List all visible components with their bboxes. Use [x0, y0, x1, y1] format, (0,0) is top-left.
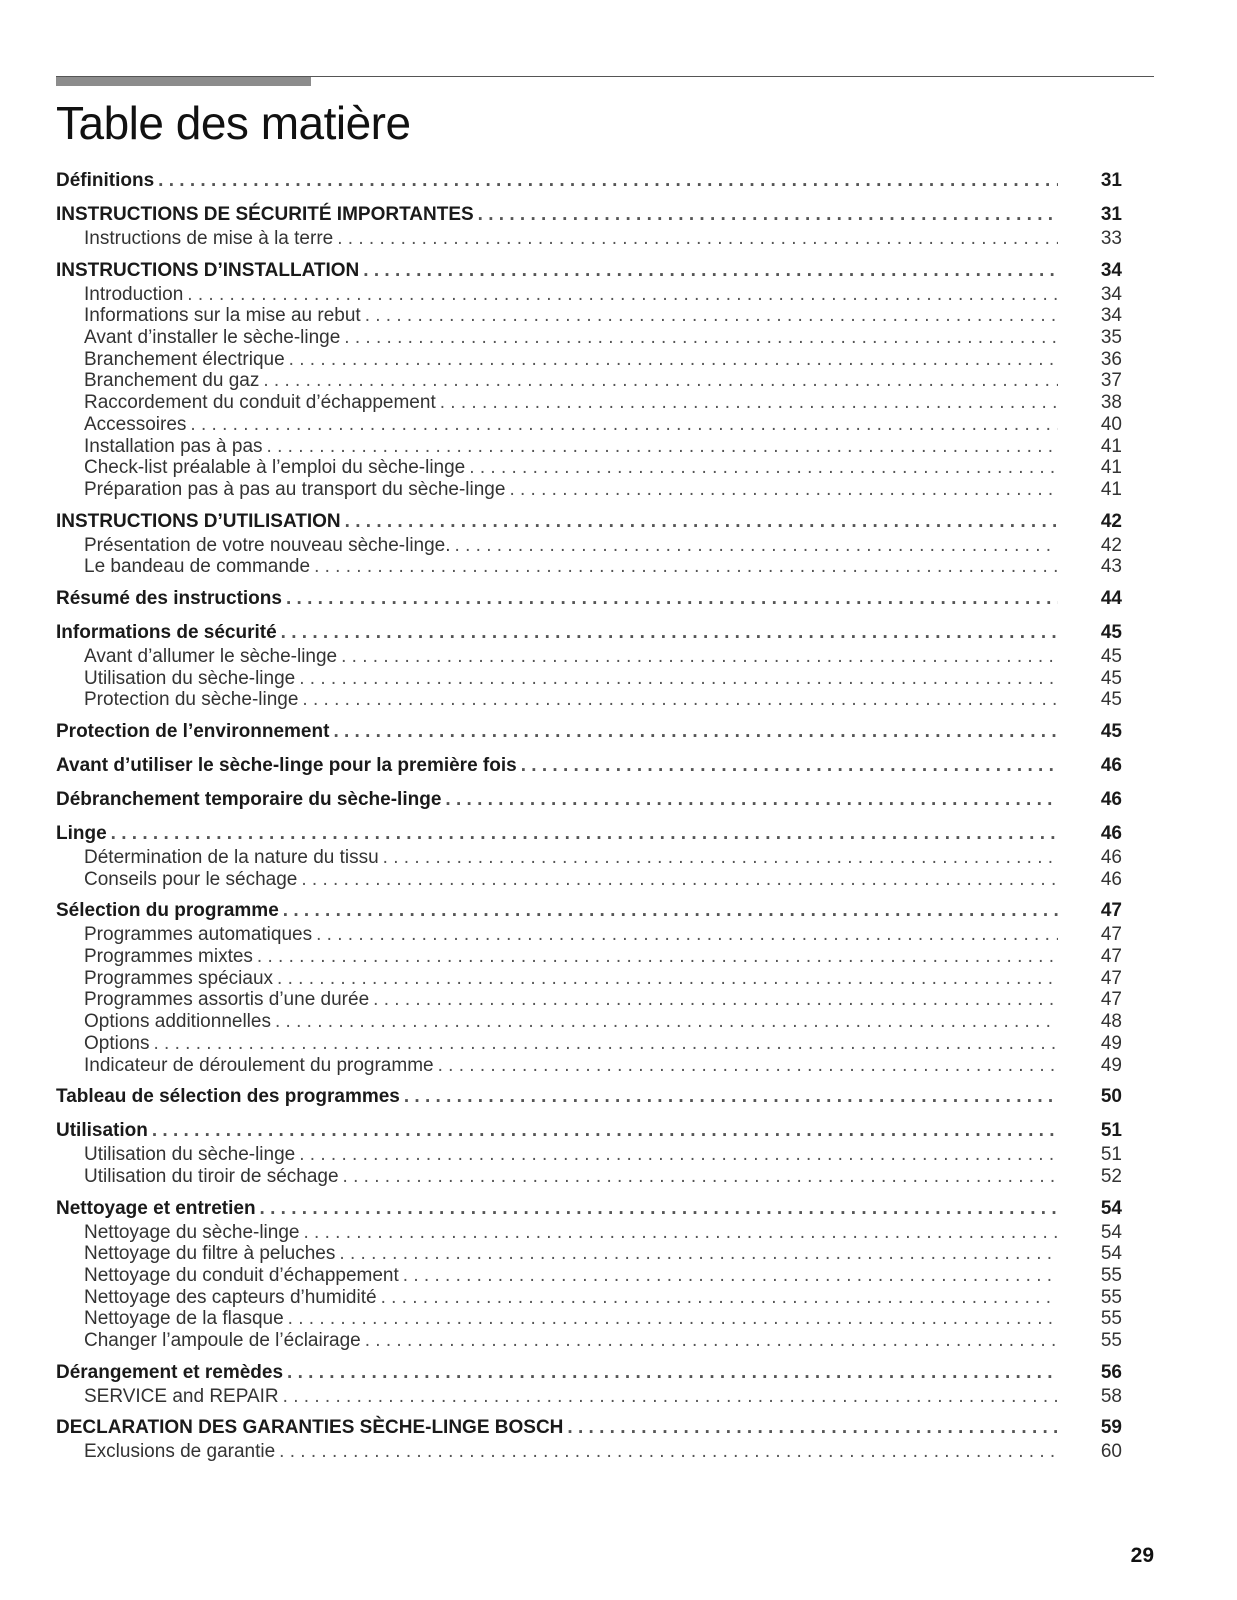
- dot-leader: [267, 436, 1058, 458]
- toc-entry-sub[interactable]: [56, 535, 1122, 557]
- toc-entry-sub[interactable]: [56, 556, 1122, 578]
- toc-entry-sub-label: Utilisation du tiroir de séchage: [84, 1165, 339, 1187]
- toc-entry-sub-label: Branchement électrique: [84, 348, 285, 370]
- dot-leader: [469, 457, 1058, 479]
- toc-entry-sub-page: 45: [1100, 645, 1122, 667]
- toc-entry-sub[interactable]: [56, 1222, 1122, 1244]
- toc-entry-main[interactable]: [56, 586, 1122, 612]
- toc-entry-sub-label: Utilisation du sèche-linge: [84, 667, 296, 689]
- toc-entry-main-page: 31: [1100, 170, 1122, 191]
- toc-section: [56, 753, 1122, 779]
- toc-entry-sub[interactable]: [56, 414, 1122, 436]
- toc-entry-sub[interactable]: [56, 968, 1122, 990]
- toc-entry-sub-label: Nettoyage de la flasque: [84, 1308, 284, 1330]
- toc-entry-sub-label: Branchement du gaz: [84, 370, 260, 392]
- toc-entry-sub[interactable]: [56, 1243, 1122, 1265]
- dot-leader: [283, 898, 1058, 924]
- toc-entry-main-page: 44: [1100, 587, 1122, 609]
- toc-entry-main[interactable]: [56, 168, 1122, 194]
- toc-entry-sub-label: Avant d’allumer le sèche-linge: [84, 645, 338, 667]
- dot-leader: [478, 202, 1058, 228]
- toc-entry-sub-label: SERVICE and REPAIR: [84, 1385, 279, 1407]
- toc-entry-sub[interactable]: [56, 689, 1122, 711]
- dot-leader: [260, 1196, 1058, 1222]
- toc-entry-sub-page: 40: [1100, 413, 1122, 435]
- toc-section: [56, 1360, 1122, 1408]
- toc-entry-main-page: 45: [1100, 621, 1122, 643]
- toc-section: [56, 509, 1122, 578]
- toc-entry-sub-label: Options additionnelles: [84, 1011, 271, 1033]
- toc-entry-sub-label: Check-list préalable à l’emploi du sèche-linge: [84, 457, 466, 479]
- table-of-contents: [56, 168, 1122, 1471]
- toc-entry-main-label: Résumé des instructions: [56, 587, 282, 609]
- toc-entry-sub-page: 47: [1100, 946, 1122, 968]
- toc-section: [56, 898, 1122, 1076]
- toc-entry-main-page: 46: [1100, 789, 1122, 810]
- dot-leader: [365, 1330, 1058, 1352]
- toc-entry-sub[interactable]: [56, 1386, 1122, 1408]
- dot-leader: [339, 1243, 1058, 1265]
- toc-entry-sub-page: 41: [1100, 435, 1122, 457]
- dot-leader: [288, 1308, 1058, 1330]
- toc-entry-sub-label: Nettoyage du sèche-linge: [84, 1221, 300, 1243]
- toc-entry-sub-label: Avant d’installer le sèche-linge: [84, 327, 341, 349]
- toc-entry-sub-label: Introduction: [84, 283, 184, 305]
- dot-leader: [111, 821, 1058, 847]
- toc-entry-sub-label: Présentation de votre nouveau sèche-linge.: [84, 534, 451, 556]
- toc-entry-main-label: INSTRUCTIONS D’INSTALLATION: [56, 259, 360, 281]
- toc-entry-sub-page: 48: [1100, 1011, 1122, 1033]
- toc-entry-main-page: 47: [1100, 900, 1122, 922]
- toc-entry-sub-label: Conseils pour le séchage: [84, 868, 298, 890]
- toc-entry-main-page: 59: [1100, 1417, 1122, 1439]
- toc-entry-sub-page: 45: [1100, 689, 1122, 711]
- toc-entry-sub-page: 45: [1100, 667, 1122, 689]
- toc-entry-sub-page: 55: [1100, 1330, 1122, 1351]
- dot-leader: [341, 646, 1058, 668]
- toc-entry-sub-page: 41: [1100, 478, 1122, 500]
- toc-entry-main[interactable]: [56, 620, 1122, 646]
- toc-entry-sub-page: 43: [1100, 556, 1122, 578]
- toc-entry-sub-label: Instructions de mise à la terre: [84, 228, 334, 249]
- toc-entry-main-page: 46: [1100, 823, 1122, 844]
- dot-leader: [337, 228, 1058, 250]
- toc-entry-sub-page: 55: [1100, 1286, 1122, 1308]
- toc-entry-sub[interactable]: [56, 1308, 1122, 1330]
- toc-entry-main[interactable]: [56, 1415, 1122, 1441]
- toc-entry-main-label: Débranchement temporaire du sèche-linge: [56, 789, 442, 810]
- toc-entry-sub-page: 47: [1100, 989, 1122, 1011]
- toc-entry-sub[interactable]: [56, 1166, 1122, 1188]
- toc-entry-sub-page: 42: [1100, 534, 1122, 556]
- dot-leader: [333, 719, 1058, 745]
- toc-entry-sub-label: Options: [84, 1032, 150, 1054]
- dot-leader: [404, 1084, 1058, 1110]
- toc-entry-main[interactable]: [56, 1360, 1122, 1386]
- dot-leader: [438, 1055, 1058, 1077]
- toc-entry-sub-label: Nettoyage du conduit d’échappement: [84, 1264, 399, 1286]
- dot-leader: [403, 1265, 1058, 1287]
- toc-entry-main-page: 45: [1100, 721, 1122, 742]
- dot-leader: [299, 1144, 1058, 1166]
- toc-entry-main-label: Protection de l’environnement: [56, 721, 330, 742]
- dot-leader: [158, 168, 1058, 194]
- toc-section: [56, 202, 1122, 250]
- toc-section: [56, 168, 1122, 194]
- toc-entry-sub[interactable]: [56, 284, 1122, 306]
- toc-entry-sub-page: 35: [1100, 327, 1122, 349]
- dot-leader: [365, 305, 1058, 327]
- toc-entry-main-label: Tableau de sélection des programmes: [56, 1086, 400, 1108]
- toc-entry-sub[interactable]: [56, 1287, 1122, 1309]
- toc-entry-main-label: Informations de sécurité: [56, 621, 277, 643]
- toc-section: [56, 719, 1122, 745]
- toc-entry-sub-page: 41: [1100, 457, 1122, 479]
- toc-entry-sub-page: 54: [1100, 1221, 1122, 1243]
- toc-entry-main-label: Utilisation: [56, 1120, 148, 1142]
- toc-entry-sub[interactable]: [56, 924, 1122, 946]
- toc-entry-sub[interactable]: [56, 668, 1122, 690]
- toc-entry-sub-label: Le bandeau de commande: [84, 556, 311, 578]
- toc-entry-sub[interactable]: [56, 847, 1122, 869]
- toc-entry-main-page: 54: [1100, 1197, 1122, 1219]
- toc-entry-main-label: Nettoyage et entretien: [56, 1197, 256, 1219]
- toc-entry-sub-page: 55: [1100, 1264, 1122, 1286]
- toc-section: [56, 258, 1122, 501]
- toc-entry-sub-label: Programmes mixtes: [84, 946, 253, 968]
- dot-leader: [316, 924, 1058, 946]
- toc-entry-sub-page: 58: [1100, 1385, 1122, 1407]
- page-number: 29: [1130, 1544, 1154, 1567]
- toc-entry-sub[interactable]: [56, 327, 1122, 349]
- toc-entry-main-label: DECLARATION DES GARANTIES SÈCHE-LINGE BOSCH: [56, 1417, 564, 1439]
- dot-leader: [445, 787, 1058, 813]
- toc-entry-sub-page: 46: [1100, 847, 1122, 868]
- toc-entry-main-page: 42: [1100, 510, 1122, 532]
- toc-entry-main[interactable]: [56, 898, 1122, 924]
- toc-entry-sub[interactable]: [56, 1033, 1122, 1055]
- toc-entry-sub-label: Installation pas à pas: [84, 435, 263, 457]
- toc-section: [56, 821, 1122, 890]
- header-rule-thick: [56, 77, 311, 86]
- dot-leader: [299, 668, 1058, 690]
- dot-leader: [281, 620, 1058, 646]
- toc-entry-sub-label: Utilisation du sèche-linge: [84, 1144, 296, 1166]
- dot-leader: [277, 968, 1058, 990]
- dot-leader: [275, 1011, 1058, 1033]
- toc-entry-sub[interactable]: [56, 946, 1122, 968]
- dot-leader: [373, 989, 1058, 1011]
- toc-entry-main[interactable]: [56, 719, 1122, 745]
- dot-leader: [153, 1033, 1058, 1055]
- toc-entry-sub[interactable]: [56, 989, 1122, 1011]
- toc-entry-sub-label: Programmes assortis d’une durée: [84, 989, 370, 1011]
- toc-entry-sub-page: 47: [1100, 924, 1122, 946]
- toc-entry-main[interactable]: [56, 821, 1122, 847]
- dot-leader: [279, 1441, 1058, 1463]
- toc-entry-sub[interactable]: [56, 1144, 1122, 1166]
- toc-entry-sub-page: 51: [1100, 1144, 1122, 1166]
- toc-entry-main-page: 34: [1100, 259, 1122, 281]
- dot-leader: [187, 284, 1058, 306]
- toc-entry-main[interactable]: [56, 509, 1122, 535]
- dot-leader: [363, 258, 1058, 284]
- toc-entry-sub-page: 49: [1100, 1032, 1122, 1054]
- toc-entry-main-page: 50: [1100, 1086, 1122, 1108]
- toc-entry-sub-page: 54: [1100, 1243, 1122, 1265]
- dot-leader: [257, 946, 1058, 968]
- toc-entry-sub-label: Préparation pas à pas au transport du sèche-linge: [84, 478, 506, 500]
- toc-entry-sub[interactable]: [56, 305, 1122, 327]
- toc-entry-sub-label: Exclusions de garantie: [84, 1441, 276, 1463]
- dot-leader: [289, 349, 1058, 371]
- toc-section: [56, 1196, 1122, 1352]
- toc-entry-main-page: 51: [1100, 1120, 1122, 1142]
- toc-entry-sub[interactable]: [56, 1441, 1122, 1463]
- toc-entry-sub[interactable]: [56, 1265, 1122, 1287]
- toc-entry-sub-label: Accessoires: [84, 413, 187, 435]
- toc-entry-main[interactable]: [56, 787, 1122, 813]
- toc-entry-sub-label: Programmes spéciaux: [84, 967, 274, 989]
- dot-leader: [286, 586, 1058, 612]
- toc-entry-main[interactable]: [56, 202, 1122, 228]
- toc-entry-sub-page: 38: [1100, 392, 1122, 414]
- toc-entry-main-label: Définitions: [56, 170, 155, 191]
- toc-entry-main[interactable]: [56, 1196, 1122, 1222]
- toc-section: [56, 586, 1122, 612]
- dot-leader: [263, 370, 1058, 392]
- toc-section: [56, 620, 1122, 711]
- toc-entry-sub[interactable]: [56, 1011, 1122, 1033]
- toc-entry-sub[interactable]: [56, 370, 1122, 392]
- toc-section: [56, 1084, 1122, 1110]
- toc-entry-sub[interactable]: [56, 1330, 1122, 1352]
- toc-entry-sub-page: 49: [1100, 1054, 1122, 1076]
- dot-leader: [509, 479, 1058, 501]
- dot-leader: [314, 556, 1058, 578]
- toc-entry-sub-page: 36: [1100, 348, 1122, 370]
- dot-leader: [303, 1222, 1058, 1244]
- toc-entry-sub-label: Nettoyage du filtre à peluches: [84, 1243, 336, 1265]
- toc-entry-sub-label: Détermination de la nature du tissu: [84, 847, 379, 868]
- toc-entry-sub-page: 34: [1100, 283, 1122, 305]
- dot-leader: [152, 1118, 1058, 1144]
- toc-section: [56, 1118, 1122, 1187]
- toc-entry-main-label: INSTRUCTIONS D’UTILISATION: [56, 510, 341, 532]
- toc-entry-sub-label: Indicateur de déroulement du programme: [84, 1054, 434, 1076]
- toc-entry-main[interactable]: [56, 1084, 1122, 1110]
- toc-entry-sub[interactable]: [56, 349, 1122, 371]
- toc-entry-sub-label: Informations sur la mise au rebut: [84, 305, 361, 327]
- toc-entry-sub-page: 47: [1100, 967, 1122, 989]
- toc-entry-sub[interactable]: [56, 228, 1122, 250]
- dot-leader: [345, 509, 1058, 535]
- toc-entry-sub-page: 34: [1100, 305, 1122, 327]
- toc-entry-main-label: Avant d’utiliser le sèche-linge pour la première fois: [56, 755, 517, 776]
- toc-entry-sub-page: 55: [1100, 1308, 1122, 1330]
- toc-entry-sub-label: Programmes automatiques: [84, 924, 313, 946]
- dot-leader: [190, 414, 1058, 436]
- dot-leader: [440, 392, 1058, 414]
- toc-entry-sub-page: 37: [1100, 370, 1122, 392]
- toc-section: [56, 787, 1122, 813]
- toc-entry-sub[interactable]: [56, 392, 1122, 414]
- toc-entry-sub[interactable]: [56, 457, 1122, 479]
- dot-leader: [344, 327, 1058, 349]
- toc-entry-sub-label: Nettoyage des capteurs d’humidité: [84, 1286, 377, 1308]
- toc-entry-main-page: 31: [1100, 204, 1122, 225]
- toc-entry-sub-label: Changer l’ampoule de l’éclairage: [84, 1330, 361, 1351]
- toc-entry-sub-page: 46: [1100, 868, 1122, 890]
- dot-leader: [383, 847, 1058, 869]
- toc-entry-sub[interactable]: [56, 869, 1122, 891]
- dot-leader: [302, 689, 1058, 711]
- toc-entry-main[interactable]: [56, 1118, 1122, 1144]
- toc-entry-main-label: Linge: [56, 823, 107, 844]
- toc-entry-main-label: Dérangement et remèdes: [56, 1361, 284, 1383]
- toc-entry-main-page: 46: [1100, 755, 1122, 776]
- dot-leader: [521, 753, 1058, 779]
- toc-entry-main[interactable]: [56, 258, 1122, 284]
- toc-entry-sub[interactable]: [56, 1055, 1122, 1077]
- dot-leader: [567, 1415, 1058, 1441]
- toc-entry-main-page: 56: [1100, 1361, 1122, 1383]
- toc-entry-sub[interactable]: [56, 646, 1122, 668]
- toc-entry-sub-page: 60: [1100, 1441, 1122, 1463]
- toc-section: [56, 1415, 1122, 1463]
- page-title: Table des matière: [56, 97, 411, 149]
- dot-leader: [301, 869, 1058, 891]
- dot-leader: [287, 1360, 1058, 1386]
- toc-entry-sub-label: Raccordement du conduit d’échappement: [84, 392, 436, 414]
- dot-leader: [283, 1386, 1058, 1408]
- toc-entry-sub-label: Protection du sèche-linge: [84, 689, 299, 711]
- dot-leader: [381, 1287, 1058, 1309]
- toc-entry-sub[interactable]: [56, 436, 1122, 458]
- toc-entry-sub-page: 52: [1100, 1165, 1122, 1187]
- toc-entry-main-label: INSTRUCTIONS DE SÉCURITÉ IMPORTANTES: [56, 204, 474, 225]
- toc-entry-main-label: Sélection du programme: [56, 900, 279, 922]
- toc-entry-sub-page: 33: [1100, 228, 1122, 249]
- dot-leader: [455, 535, 1058, 557]
- dot-leader: [343, 1166, 1058, 1188]
- toc-entry-sub[interactable]: [56, 479, 1122, 501]
- toc-entry-main[interactable]: [56, 753, 1122, 779]
